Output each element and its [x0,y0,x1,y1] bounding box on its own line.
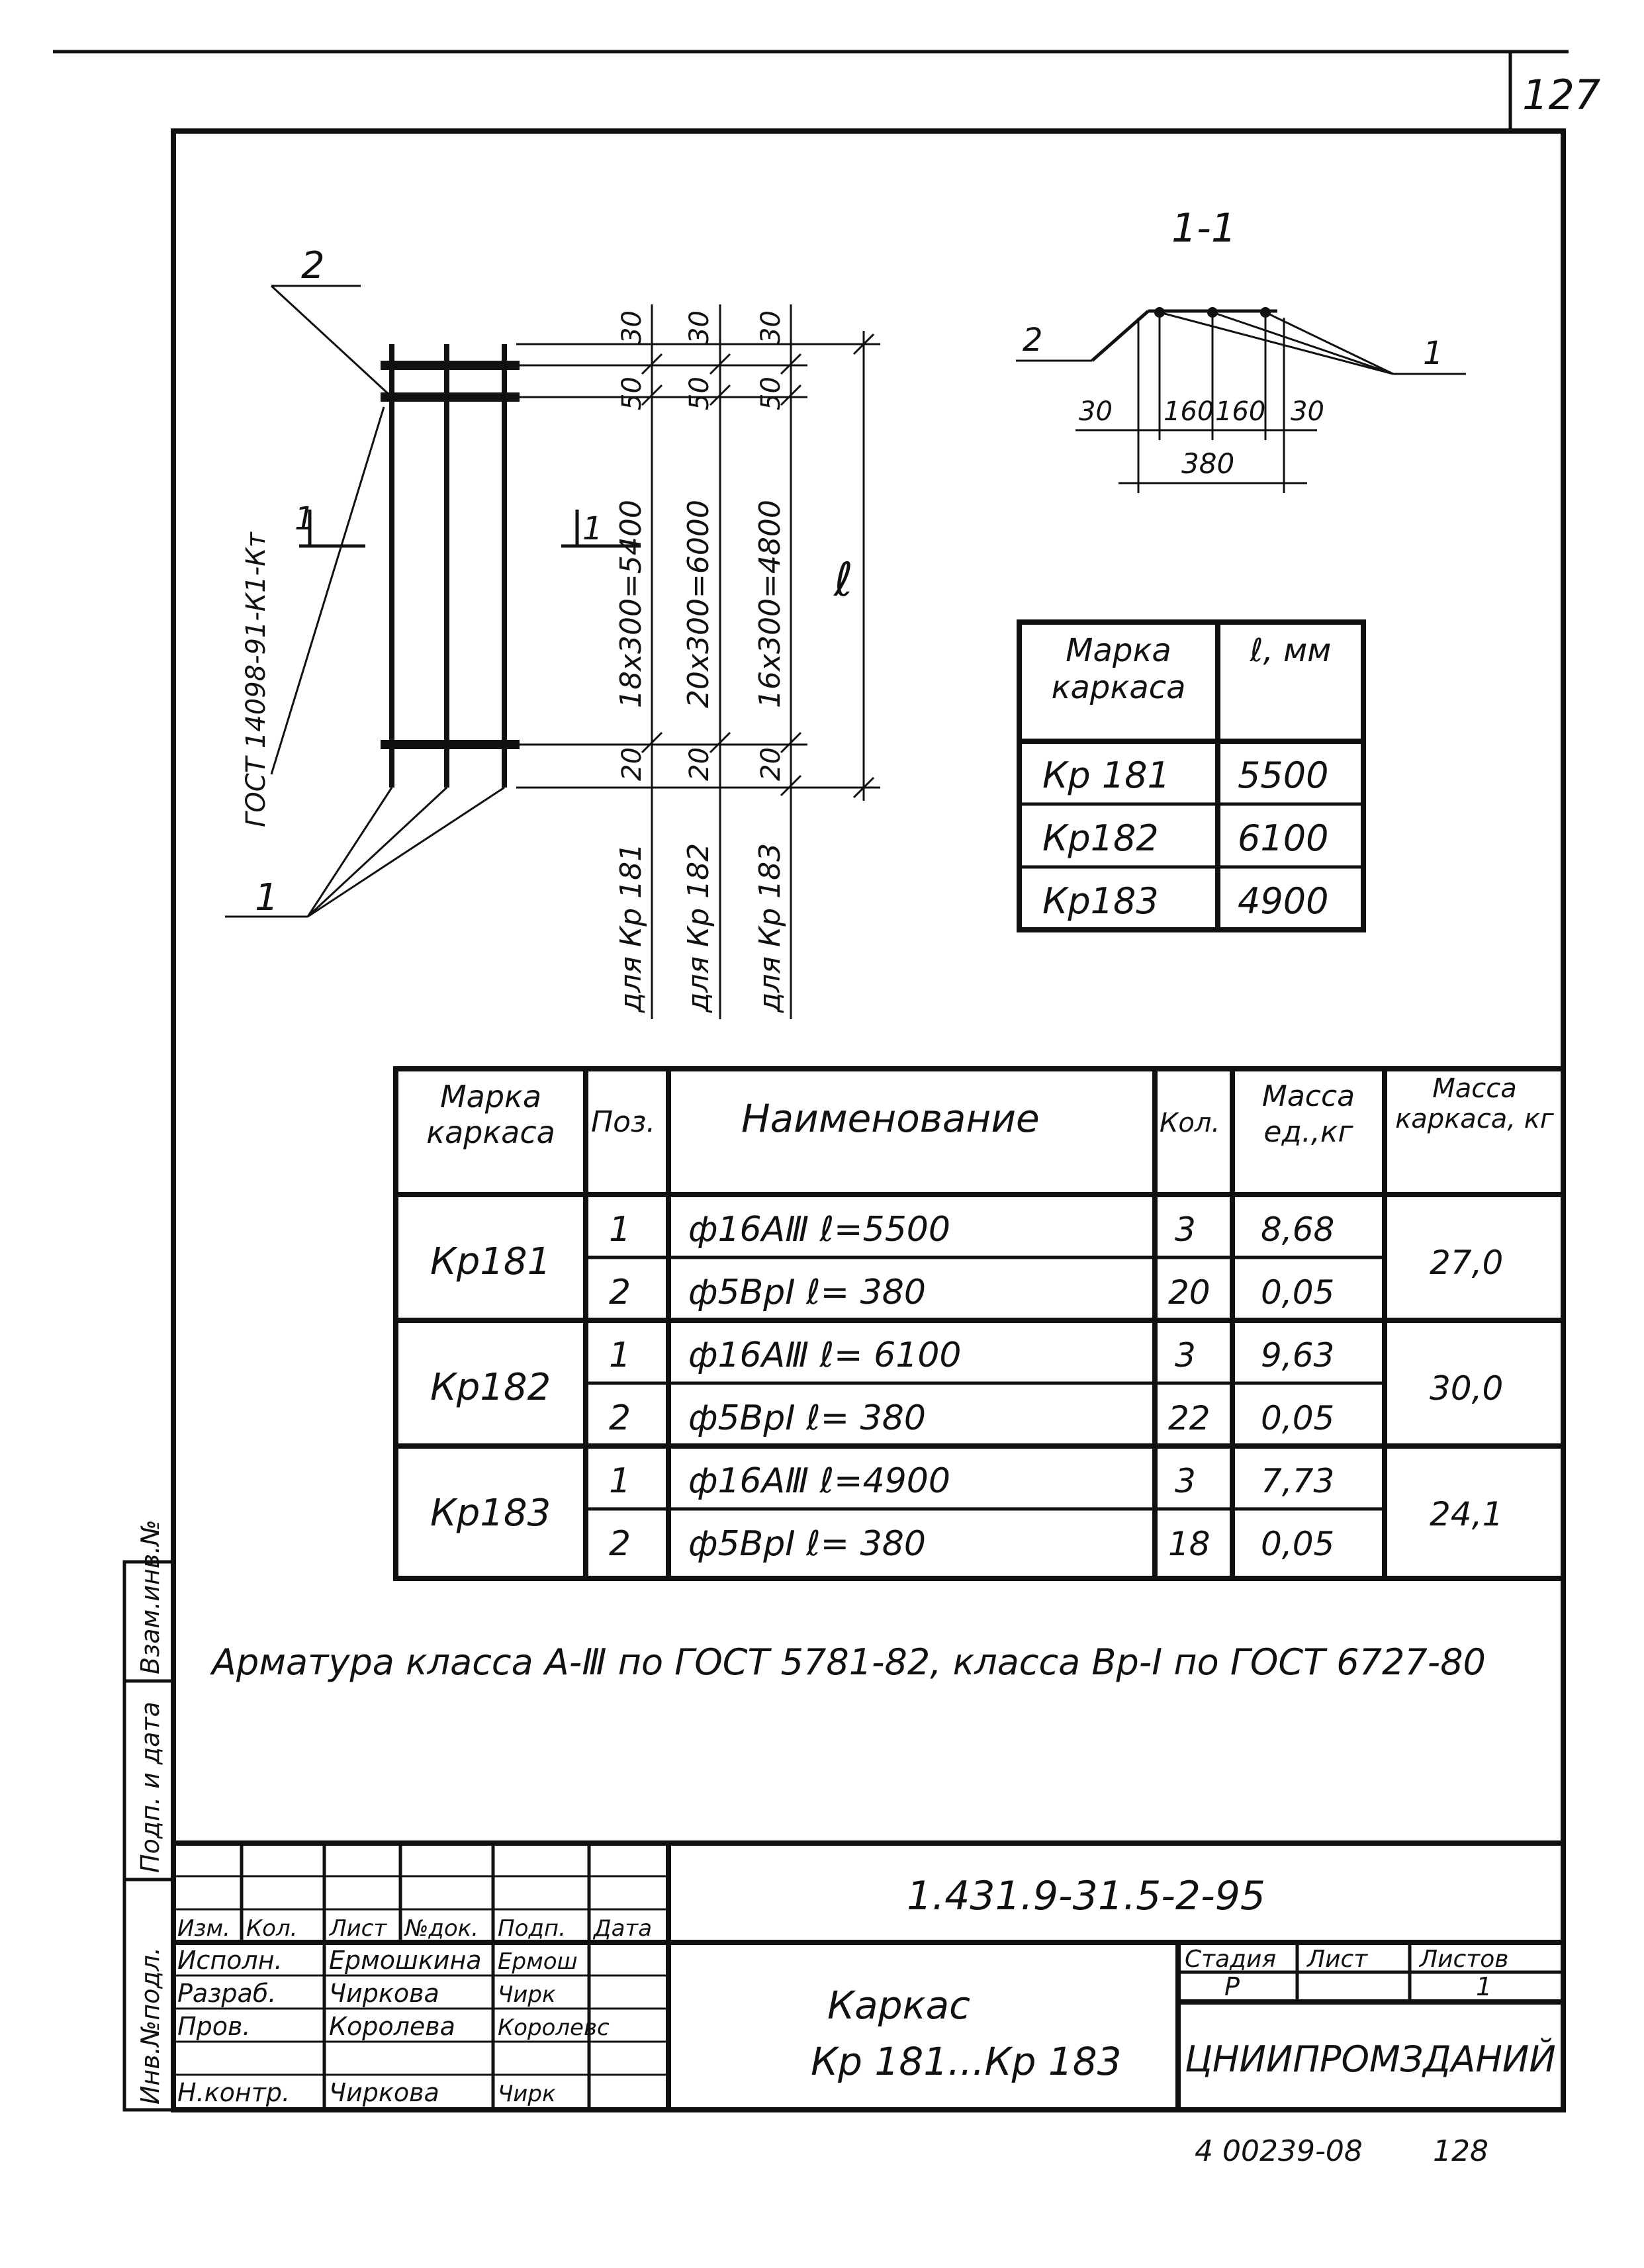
section-total: 380 [1181,447,1235,480]
standard-label: ГОСТ 14098-91-К1-Кт [241,532,271,827]
spec-header-mark [399,1079,582,1191]
tb-staff-3-sign: Королевс [498,2015,610,2041]
spec-g1-r1-name: ф16АⅢ ℓ=5500 [688,1210,950,1249]
tb-header-list: Лист [330,1915,387,1942]
spec-g1-r2-pos: 2 [609,1273,631,1312]
section-1-1 [1016,205,1466,493]
tb-staff-4-sign: Чирк [498,2081,556,2107]
section-title: 1-1 [1171,205,1236,251]
tb-sheets-header: Листов [1420,1946,1509,1973]
tb-sheets-value: 1 [1476,1972,1492,2001]
page-number: 127 [1522,71,1601,119]
tb-staff-2-role: Разраб. [177,1979,277,2008]
length-row-3-value: 4900 [1238,880,1329,922]
spec-g1-r2-mass: 0,05 [1261,1273,1335,1312]
spec-header-total-mass-text: Масса каркаса, кг [1395,1073,1554,1134]
spec-g1-r2-qty: 20 [1168,1273,1210,1312]
spec-g3-r1-name: ф16АⅢ ℓ=4900 [688,1461,950,1501]
tb-staff-3-role: Пров. [177,2012,251,2041]
tb-header-ndok: №док. [405,1915,479,1942]
dimension-columns [516,304,880,1019]
spec-g3-r1-qty: 3 [1175,1462,1196,1500]
section-mark-left: 1 [295,500,315,537]
spec-group-3-total: 24,1 [1430,1495,1504,1533]
spec-g2-r1-qty: 3 [1175,1336,1196,1375]
length-row-2-mark: Кр182 [1042,817,1159,859]
section-mark-right: 1 [582,510,603,547]
leader-2-label: 2 [301,244,325,287]
length-table-header-mark [1023,632,1214,738]
length-row-1-value: 5500 [1238,754,1329,796]
spec-g2-r1-mass: 9,63 [1261,1336,1335,1375]
tb-header-data: Дата [594,1915,653,1942]
spec-g2-r2-name: ф5ВрⅠ ℓ= 380 [688,1398,926,1438]
tb-staff-4-name: Чиркова [329,2078,439,2107]
side-stamp [124,1520,173,2110]
leader-1-line-a [308,788,392,917]
spec-g1-r2-name: ф5ВрⅠ ℓ= 380 [688,1273,926,1312]
section-dim-1: 30 [1079,396,1113,427]
tb-staff-1-sign: Ермош [498,1948,578,1975]
tb-staff-1-role: Исполн. [177,1946,283,1975]
col2-label: для Кр 182 [682,842,715,1013]
spec-g2-r2-mass: 0,05 [1261,1399,1335,1437]
tb-organization: ЦНИИПРОМЗДАНИЙ [1185,2038,1556,2080]
length-table-header-length [1221,632,1360,738]
tb-staff-2-name: Чиркова [329,1979,439,2008]
spec-header-qty: Кол. [1160,1108,1220,1138]
col1-mid: 50 [617,377,647,410]
spec-header-pos: Поз. [591,1105,656,1139]
tb-staff-4-role: Н.контр. [177,2078,291,2107]
section-leader-2 [1212,312,1393,374]
spec-table [396,1069,1563,1578]
tb-staff-1-name: Ермошкина [329,1946,482,1975]
tb-staff-3-name: Королева [329,2012,455,2041]
tb-sheet-header: Лист [1307,1946,1368,1973]
leader-1-line-b [308,788,447,917]
spec-g3-r1-pos: 1 [609,1461,631,1501]
footer-page: 128 [1433,2134,1488,2168]
tb-header-podp: Подп. [498,1915,566,1942]
col1-bottom: 20 [617,747,647,781]
col3-spacing: 16x300=4800 [753,500,787,708]
col3-label: для Кр 183 [753,842,787,1013]
spec-header-unit-mass-text: Масса ед.,кг [1261,1079,1355,1149]
length-symbol: ℓ [834,553,853,607]
length-row-1-mark: Кр 181 [1042,754,1170,796]
tb-doc-number: 1.431.9-31.5-2-95 [907,1873,1266,1919]
tb-header-izm: Изм. [177,1915,230,1942]
spec-header-name: Наименование [741,1096,1040,1141]
length-table-header-length-text: ℓ, мм [1250,632,1332,669]
spec-g3-r2-name: ф5ВрⅠ ℓ= 380 [688,1524,926,1564]
title-block [173,1843,1563,2110]
spec-g3-r2-pos: 2 [609,1524,631,1564]
spec-group-3-mark: Кр183 [430,1492,551,1535]
section-pos-left: 2 [1023,322,1043,359]
section-dim-4: 30 [1291,396,1324,427]
length-row-2-value: 6100 [1238,817,1329,859]
length-row-3-mark: Кр183 [1042,880,1159,922]
section-dim-3: 160 [1215,396,1266,427]
tb-staff-2-sign: Чирк [498,1981,556,2008]
length-table-header-mark-text: Марка каркаса [1051,632,1186,706]
leader-2-line [271,286,392,397]
reinforcement-note: Арматура класса А-Ⅲ по ГОСТ 5781-82, класса Вр-Ⅰ по ГОСТ 6727-80 [212,1641,1486,1683]
footer-code: 4 00239-08 [1195,2134,1363,2168]
cage-elevation [225,244,641,919]
col1-top: 30 [617,310,647,344]
standard-leader [271,407,384,774]
spec-g3-r1-mass: 7,73 [1261,1462,1335,1500]
spec-g1-r1-mass: 8,68 [1261,1210,1335,1249]
side-stamp-inv: Инв.№подл. [136,1946,165,2105]
spec-g2-r2-qty: 22 [1168,1399,1210,1437]
spec-header-unit-mass [1236,1079,1381,1191]
col2-bottom: 20 [684,747,715,781]
col3-mid: 50 [756,377,786,410]
tb-title-line-2: Кр 181...Кр 183 [811,2039,1122,2084]
col1-spacing: 18x300=5400 [614,500,648,708]
tb-header-kol: Кол. [246,1915,298,1942]
side-stamp-sign: Подп. и дата [136,1701,165,1873]
spec-group-1-total: 27,0 [1430,1244,1504,1282]
col3-bottom: 20 [756,747,786,781]
leader-1-label: 1 [255,876,279,919]
col2-mid: 50 [684,377,715,410]
spec-g1-r1-pos: 1 [609,1210,631,1249]
spec-group-2-total: 30,0 [1430,1369,1504,1408]
spec-g2-r1-name: ф16АⅢ ℓ= 6100 [688,1336,962,1375]
spec-g3-r2-qty: 18 [1168,1525,1210,1563]
spec-g1-r1-qty: 3 [1175,1210,1196,1249]
length-table [1019,622,1363,930]
col3-top: 30 [756,310,786,344]
spec-g2-r1-pos: 1 [609,1336,631,1375]
tb-stage-value: Р [1224,1972,1240,2001]
leader-1-line-c [308,788,504,917]
spec-g3-r2-mass: 0,05 [1261,1525,1335,1563]
spec-g2-r2-pos: 2 [609,1398,631,1438]
col1-label: для Кр 181 [614,842,648,1013]
col2-spacing: 20x300=6000 [682,500,715,708]
spec-group-2-mark: Кр182 [430,1366,551,1409]
section-pos-right: 1 [1423,335,1443,372]
side-stamp-replace: Взам.инв.№ [136,1520,165,1674]
section-bent-bar [1092,311,1148,361]
col2-top: 30 [684,310,715,344]
section-leader-1 [1160,312,1393,374]
tb-stage-header: Стадия [1185,1946,1277,1973]
tb-title-line-1: Каркас [827,1983,970,2028]
section-dim-2: 160 [1164,396,1214,427]
spec-header-total-mass [1388,1073,1561,1193]
spec-group-1-mark: Кр181 [430,1240,551,1283]
spec-header-mark-text: Марка каркаса [426,1079,555,1150]
